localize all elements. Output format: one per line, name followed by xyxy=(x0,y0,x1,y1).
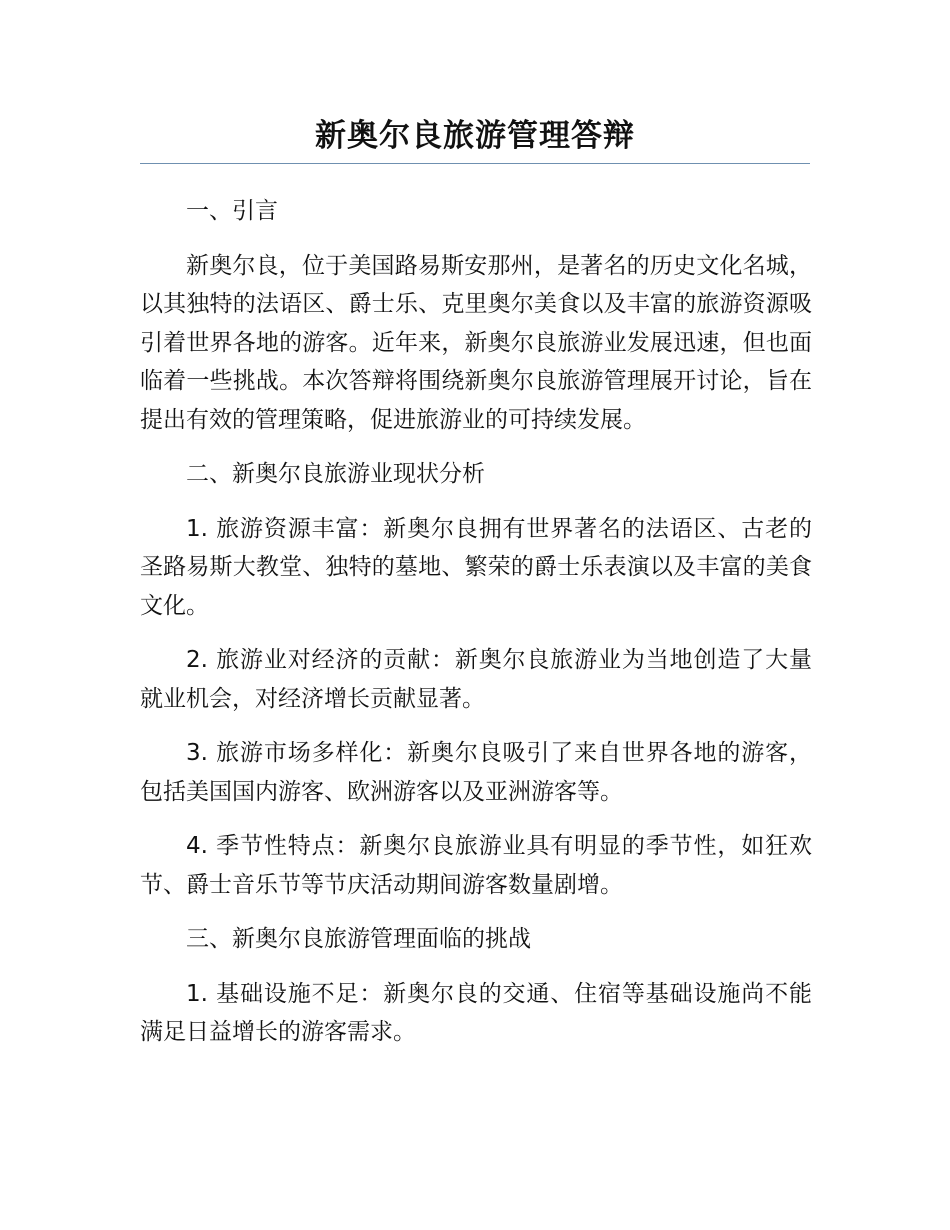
section-heading-introduction: 一、引言 xyxy=(186,198,278,224)
document-body xyxy=(140,192,812,1068)
title-underline xyxy=(140,163,810,164)
section-heading-status-analysis: 二、新奥尔良旅游业现状分析 xyxy=(186,461,485,487)
section-heading-challenges: 三、新奥尔良旅游管理面临的挑战 xyxy=(186,926,531,952)
paragraph-item: 3. 旅游市场多样化：新奥尔良吸引了来自世界各地的游客，包括美国国内游客、欧洲游客以及亚洲游客等。 xyxy=(140,740,812,805)
paragraph-item: 4. 季节性特点：新奥尔良旅游业具有明显的季节性，如狂欢节、爵士音乐节等节庆活动期间游客数量剧增。 xyxy=(140,833,812,898)
paragraph-item: 1. 旅游资源丰富：新奥尔良拥有世界著名的法语区、古老的圣路易斯大教堂、独特的墓地、繁荣的爵士乐表演以及丰富的美食文化。 xyxy=(140,515,812,619)
paragraph-introduction: 新奥尔良，位于美国路易斯安那州，是著名的历史文化名城，以其独特的法语区、爵士乐、克里奥尔美食以及丰富的旅游资源吸引着世界各地的游客。近年来，新奥尔良旅游业发展迅速，但也面临着一些挑战。本次答辩将围绕新奥尔良旅游管理展开讨论，旨在提出有效的管理策略，促进旅游业的可持续发展。 xyxy=(140,252,812,433)
document-title: 新奥尔良旅游管理答辩 xyxy=(315,118,635,154)
paragraph-item: 2. 旅游业对经济的贡献：新奥尔良旅游业为当地创造了大量就业机会，对经济增长贡献显著。 xyxy=(140,647,812,712)
paragraph-item: 1. 基础设施不足：新奥尔良的交通、住宿等基础设施尚不能满足日益增长的游客需求。 xyxy=(140,980,812,1045)
